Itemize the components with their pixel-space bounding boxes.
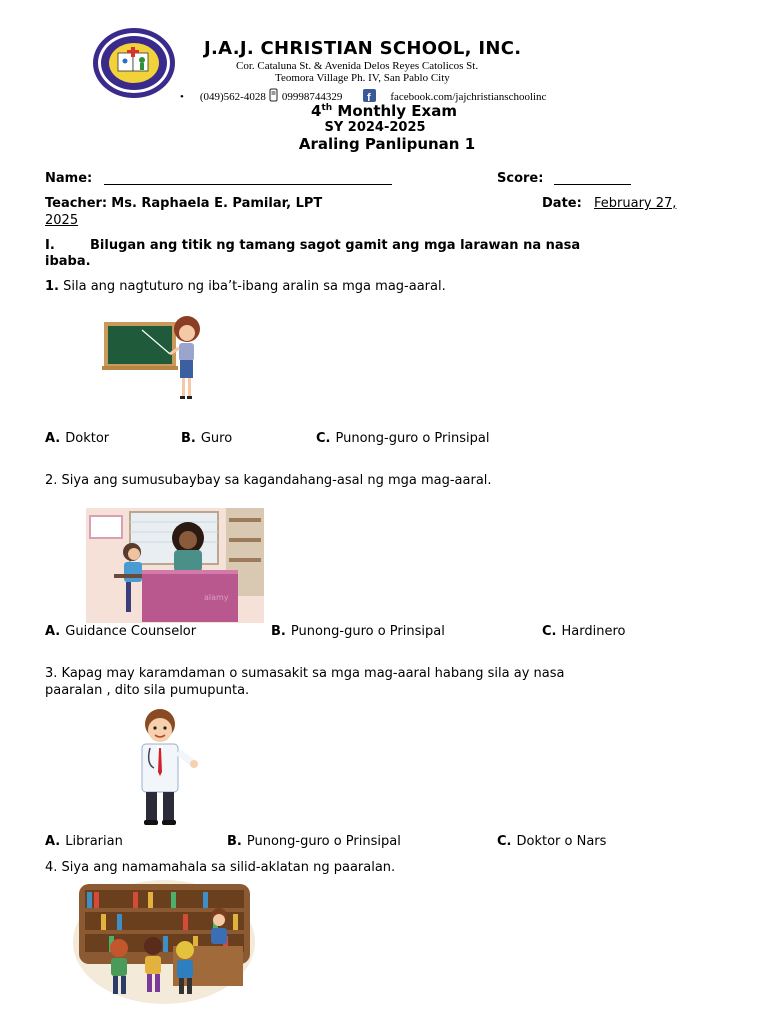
option-3b[interactable] bbox=[227, 834, 401, 850]
option-text: Doktor bbox=[65, 431, 110, 446]
option-text: Guro bbox=[200, 431, 233, 446]
name-label: Name: bbox=[45, 171, 93, 186]
svg-text:f: f bbox=[367, 91, 372, 102]
score-blank[interactable] bbox=[554, 184, 631, 185]
question-text: Siya ang sumusubaybay sa kagandahang-asal ng mga mag-aaral. bbox=[61, 473, 492, 488]
option-3c[interactable] bbox=[497, 834, 606, 850]
question-number: 3. bbox=[45, 666, 58, 681]
teacher-name: Ms. Raphaela E. Pamilar, LPT bbox=[111, 196, 323, 211]
option-letter: A. bbox=[45, 431, 61, 446]
option-letter: B. bbox=[181, 431, 196, 446]
counselor-illustration bbox=[86, 508, 264, 623]
option-2c[interactable] bbox=[542, 624, 625, 640]
date-label: Date: bbox=[542, 196, 582, 211]
option-letter: C. bbox=[497, 834, 512, 849]
option-text: Guidance Counselor bbox=[65, 624, 197, 639]
date-value-line2: 2025 bbox=[45, 213, 79, 228]
subject-title: Araling Panlipunan 1 bbox=[298, 135, 476, 153]
question-text: Kapag may karamdaman o sumasakit sa mga mag-aaral habang sila ay nasa bbox=[61, 666, 565, 681]
option-letter: B. bbox=[271, 624, 286, 639]
date-value-line1: February 27, bbox=[594, 196, 677, 211]
question-number: 4. bbox=[45, 860, 58, 875]
exam-number-suffix: th bbox=[321, 103, 333, 113]
facebook-link: facebook.com/jajchristianschoolinc bbox=[390, 90, 547, 103]
question-4 bbox=[45, 860, 395, 876]
option-3a[interactable] bbox=[45, 834, 123, 850]
option-letter: A. bbox=[45, 624, 61, 639]
option-letter: B. bbox=[227, 834, 242, 849]
address-line-2: Teomora Village Ph. IV, San Pablo City bbox=[275, 72, 450, 84]
teacher-illustration bbox=[92, 304, 214, 418]
exam-title bbox=[0, 102, 768, 120]
landline-number: (049)562-4028 bbox=[199, 90, 266, 103]
doctor-illustration bbox=[128, 706, 202, 828]
option-1b[interactable] bbox=[181, 431, 232, 447]
school-logo bbox=[92, 27, 176, 99]
name-blank[interactable] bbox=[104, 184, 392, 185]
library-illustration bbox=[73, 880, 256, 1004]
option-2a[interactable] bbox=[45, 624, 196, 640]
question-text: Siya ang namamahala sa silid-aklatan ng paaralan. bbox=[61, 860, 396, 875]
school-name: J.A.J. CHRISTIAN SCHOOL, INC. bbox=[204, 38, 522, 59]
bullet-icon: • bbox=[180, 90, 184, 103]
option-letter: C. bbox=[316, 431, 331, 446]
question-text: Sila ang nagtuturo ng iba’t-ibang aralin sa mga mag-aaral. bbox=[63, 279, 446, 294]
option-text: Punong-guro o Prinsipal bbox=[246, 834, 401, 849]
option-2b[interactable] bbox=[271, 624, 445, 640]
teacher-row bbox=[45, 196, 322, 212]
question-3-line2: paaralan , dito sila pumupunta. bbox=[45, 683, 250, 698]
option-1a[interactable] bbox=[45, 431, 109, 447]
question-2 bbox=[45, 473, 492, 489]
address-line-1: Cor. Cataluna St. & Avenida Delos Reyes Catolicos St. bbox=[236, 60, 479, 72]
alamy-watermark: alamy bbox=[204, 593, 229, 602]
option-letter: A. bbox=[45, 834, 61, 849]
option-text: Doktor o Nars bbox=[516, 834, 607, 849]
question-1 bbox=[45, 279, 446, 295]
question-number: 1. bbox=[45, 279, 59, 294]
question-3-line1 bbox=[45, 666, 565, 682]
mobile-number: 09998744329 bbox=[281, 90, 343, 103]
question-number: 2. bbox=[45, 473, 58, 488]
option-text: Punong-guro o Prinsipal bbox=[335, 431, 490, 446]
option-1c[interactable] bbox=[316, 431, 489, 447]
section-instruction-line2: ibaba. bbox=[45, 254, 91, 269]
option-text: Librarian bbox=[65, 834, 123, 849]
exam-number: 4 bbox=[311, 102, 322, 120]
option-letter: C. bbox=[542, 624, 557, 639]
option-text: Punong-guro o Prinsipal bbox=[290, 624, 445, 639]
section-number: I. bbox=[45, 238, 55, 253]
school-year: SY 2024-2025 bbox=[324, 120, 426, 135]
teacher-label: Teacher: bbox=[45, 196, 108, 211]
score-label: Score: bbox=[497, 171, 544, 186]
section-instruction-line1: Bilugan ang titik ng tamang sagot gamit ang mga larawan na nasa bbox=[90, 238, 581, 253]
option-text: Hardinero bbox=[561, 624, 626, 639]
exam-title-text: Monthly Exam bbox=[337, 102, 457, 120]
